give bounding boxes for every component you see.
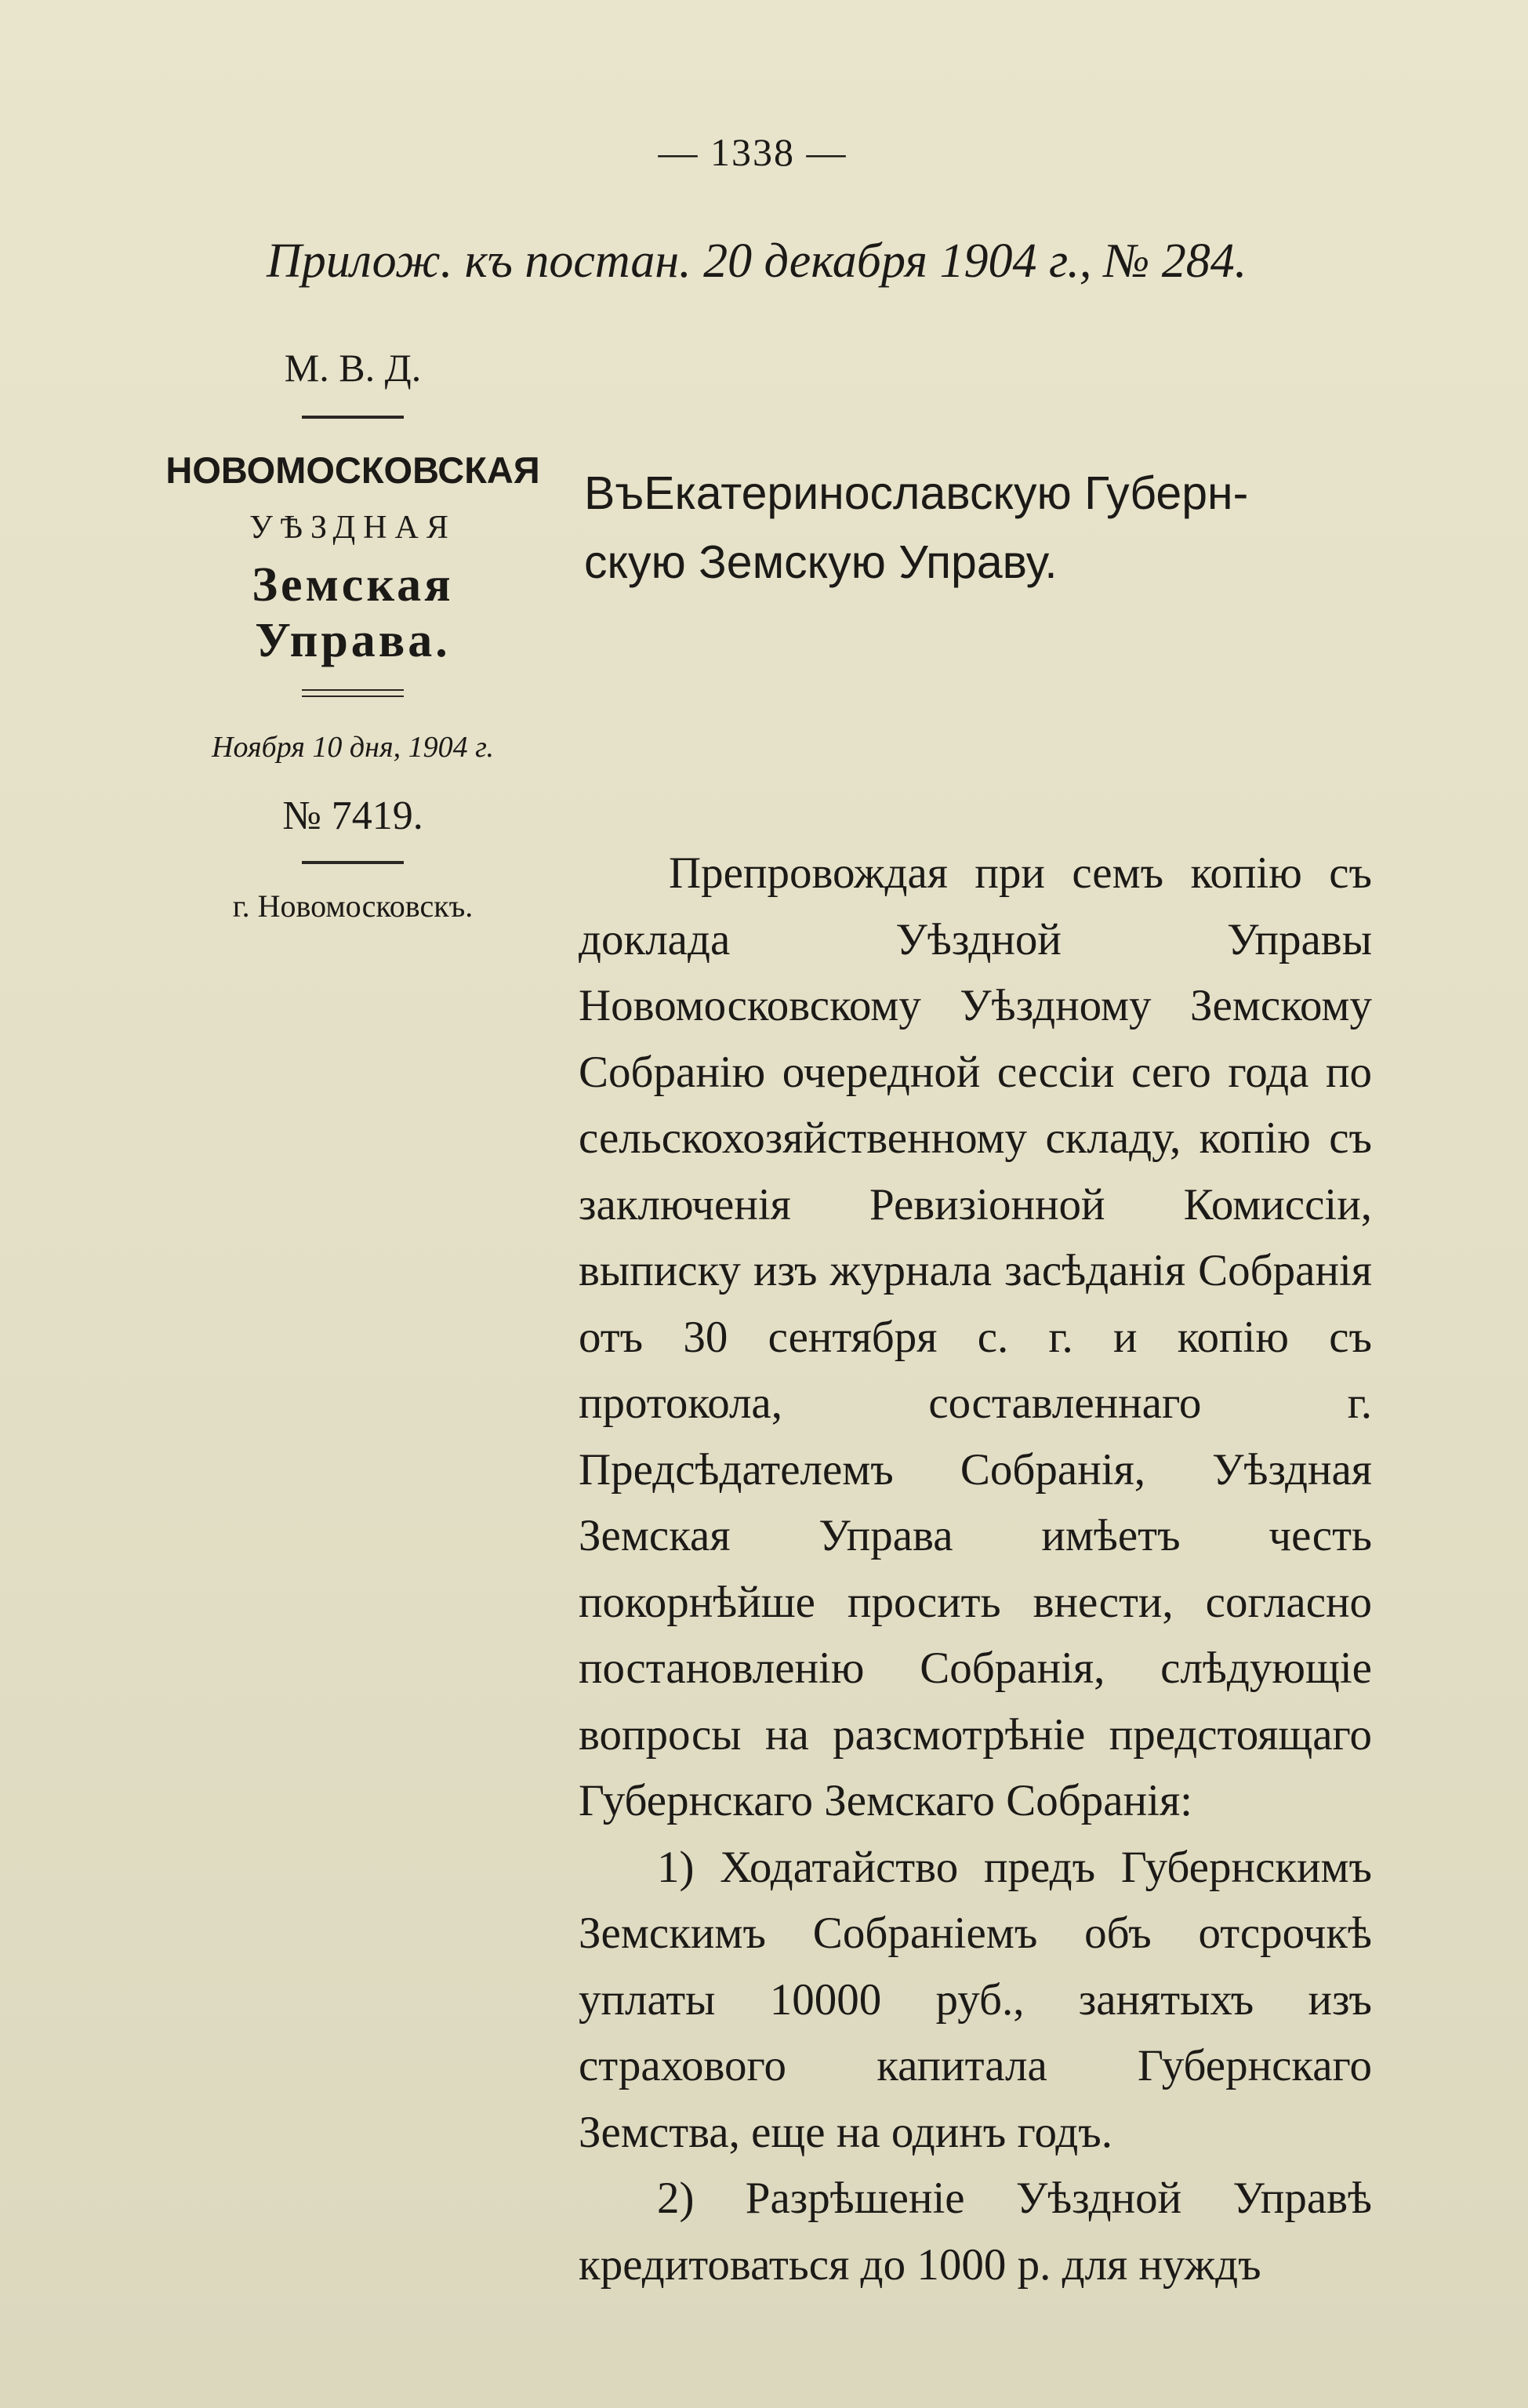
ministry-label: М. В. Д. (284, 346, 422, 390)
addressee-line1: ВъЕкатеринославскую Губерн- (584, 467, 1249, 519)
divider (302, 861, 404, 864)
addressee-line2: скую Земскую Управу. (584, 536, 1058, 588)
sender-org-line2: УѢЗДНАЯ (249, 510, 456, 546)
list-item-1: 1) Ходатайство предъ Губернскимъ Земскимъ Собраніемъ объ отсрочкѣ уплаты 10000 руб., занятыхъ изъ страхового капитала Губернскаго Земства, еще на одинъ годъ. (579, 1842, 1372, 2157)
outgoing-number: № 7419. (282, 794, 423, 838)
page-number: — 1338 — (658, 130, 847, 174)
sender-org-line1: НОВОМОСКОВСКАЯ (165, 449, 540, 491)
list-item-2: 2) Разрѣшеніе Уѣздной Управѣ кредитоваться до 1000 р. для нуждъ (579, 2174, 1372, 2290)
sender-city: г. Новомосковскъ. (232, 888, 474, 924)
addressee-block (584, 459, 1384, 597)
sender-org-line3: Земская Управа. (252, 558, 454, 667)
sender-block (165, 345, 541, 924)
attachment-reference: Прилож. къ постан. 20 декабря 1904 г., № 284. (267, 234, 1247, 288)
letter-body (579, 841, 1372, 2298)
letter-date: Ноября 10 дня, 1904 г. (212, 731, 494, 764)
double-divider (302, 689, 404, 691)
body-paragraph: Препровождая при семъ копію съ доклада Уѣздной Управы Новомосковскому Уѣздному Земскому Собранію очередной сессіи сего года по сельскохозяйственному складу, копію съ заключенія Ревизіонной Комиссіи, выписку изъ журнала засѣданія Собранія отъ 30 сентября с. г. и копію съ протокола, составленнаго г. Предсѣдателемъ Собранія, Уѣздная Земская Управа имѣетъ честь покорнѣйше просить внести, согласно постановленію Собранія, слѣдующіе вопросы на разсмотрѣніе предстоящаго Губернскаго Земскаго Собранія: (579, 848, 1372, 1825)
divider (302, 416, 404, 419)
